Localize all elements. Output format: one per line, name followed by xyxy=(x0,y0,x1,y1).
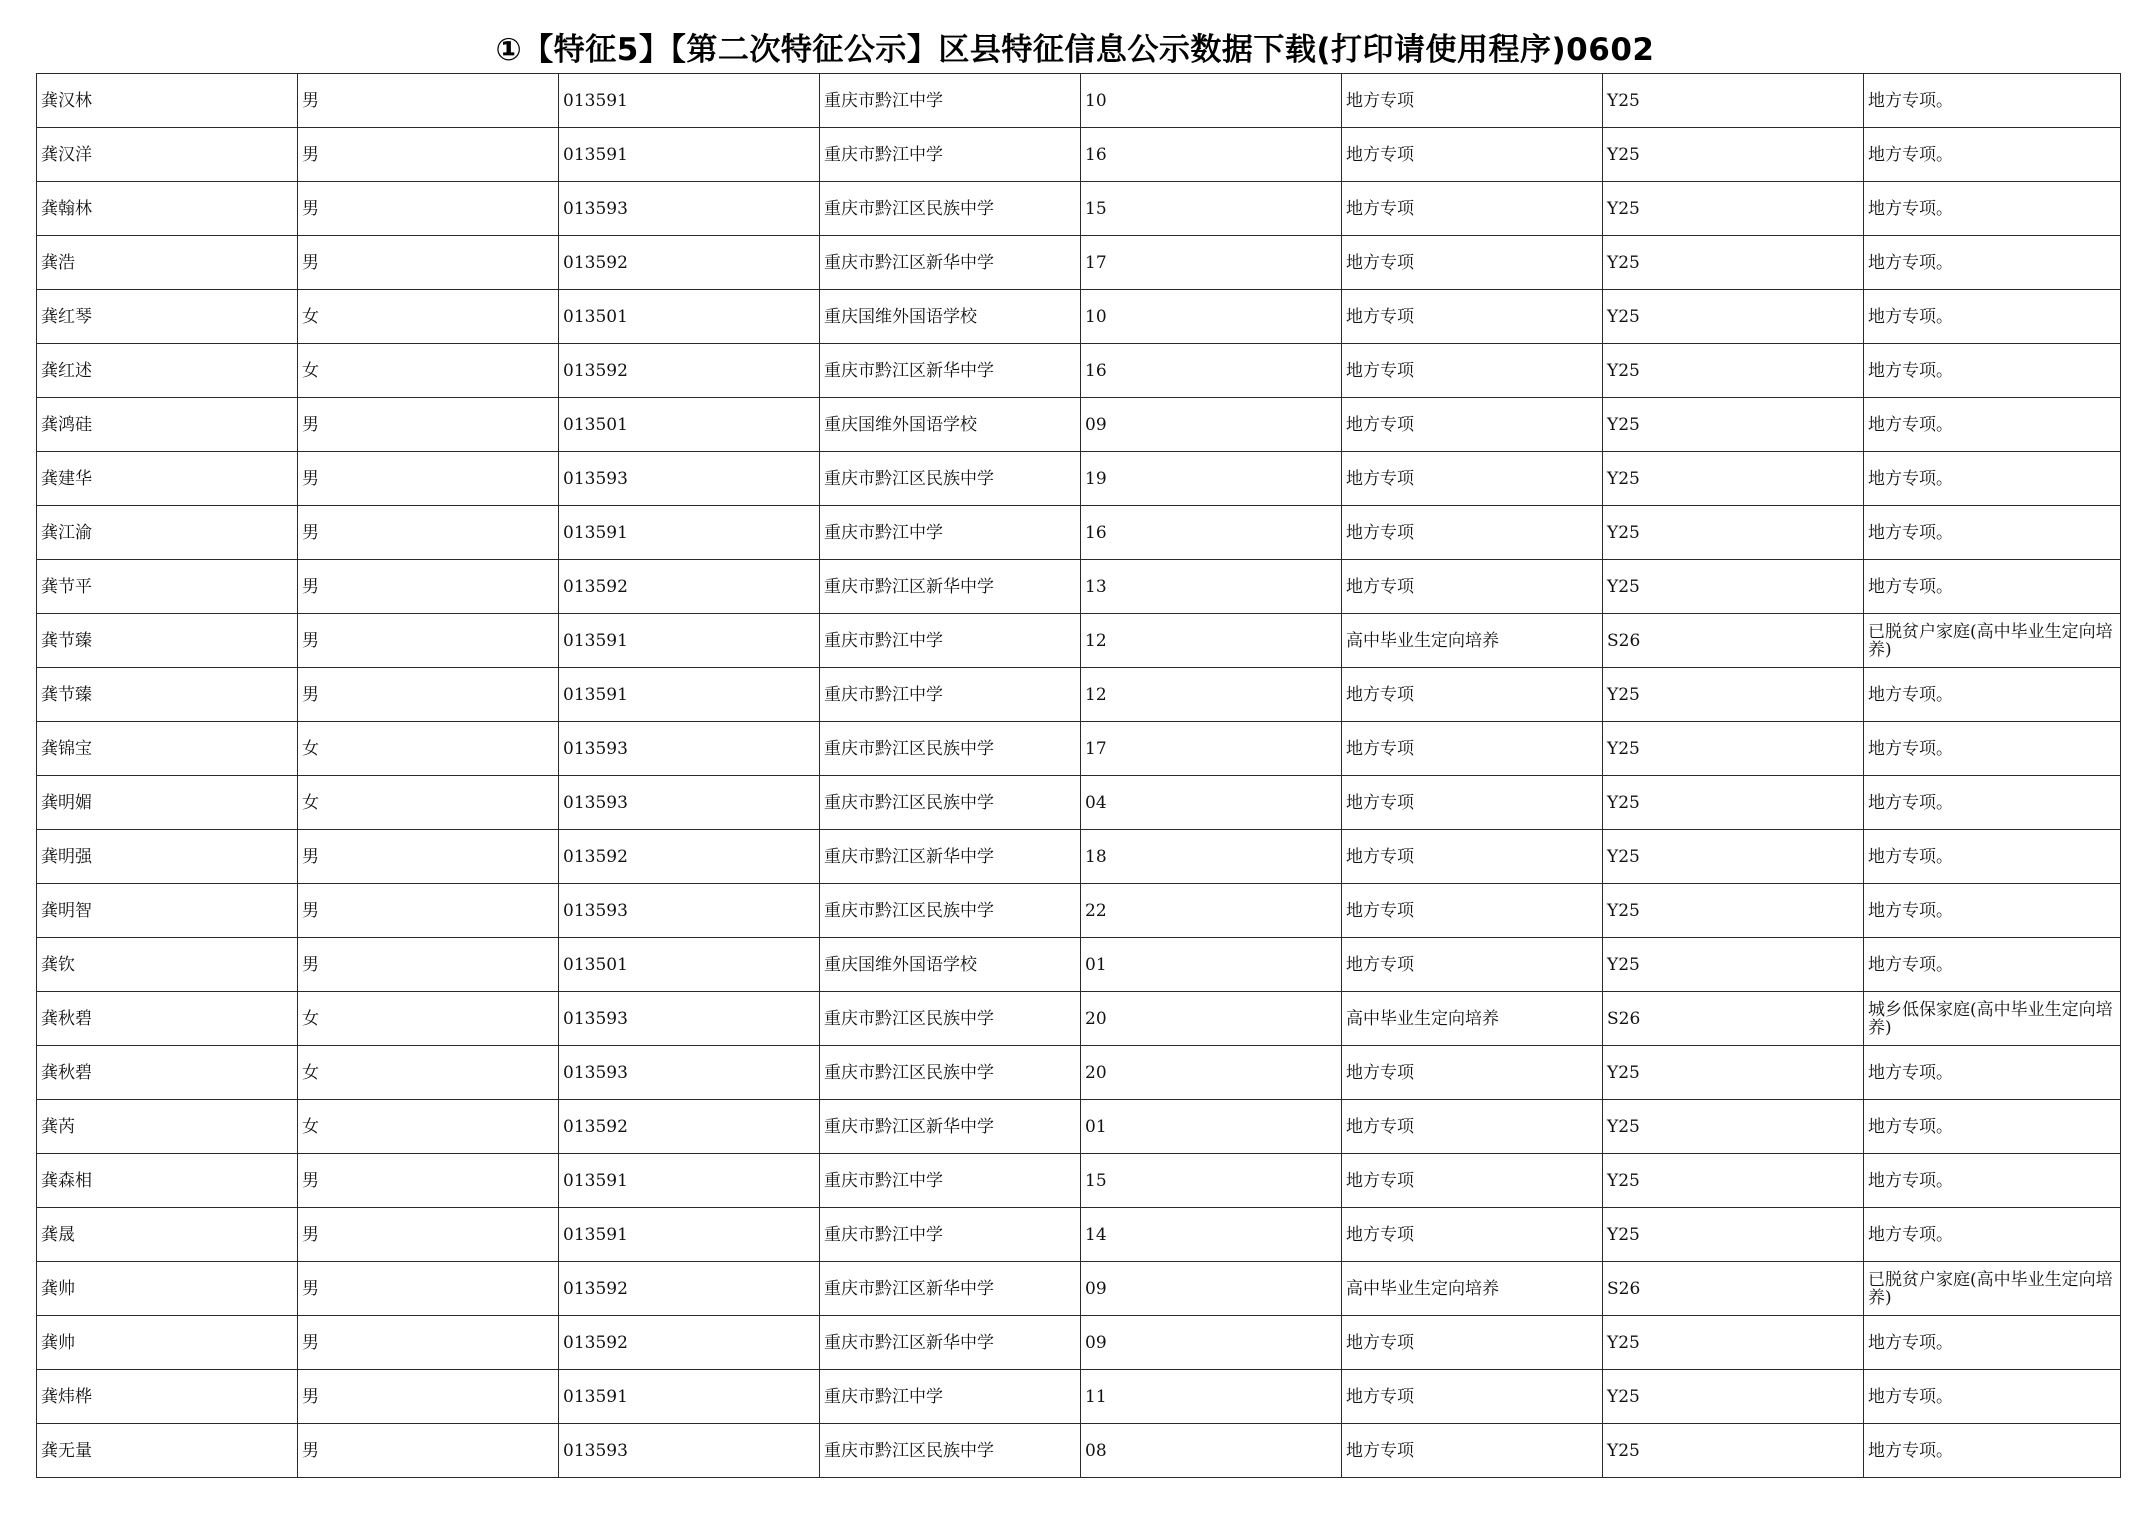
code-cell: 013592 xyxy=(559,1316,820,1370)
gender-cell: 女 xyxy=(298,1046,559,1100)
type-code-cell: Y25 xyxy=(1603,722,1864,776)
school-cell: 重庆国维外国语学校 xyxy=(820,290,1081,344)
table-row xyxy=(37,938,2121,992)
gender-cell: 男 xyxy=(298,1316,559,1370)
name-cell: 龚芮 xyxy=(37,1100,298,1154)
class-cell: 22 xyxy=(1081,884,1342,938)
class-cell: 15 xyxy=(1081,182,1342,236)
code-cell: 013591 xyxy=(559,1370,820,1424)
code-cell: 013593 xyxy=(559,182,820,236)
category-cell: 地方专项 xyxy=(1342,668,1603,722)
school-cell: 重庆市黔江区新华中学 xyxy=(820,830,1081,884)
table-row xyxy=(37,1100,2121,1154)
table-row xyxy=(37,614,2121,668)
remark-cell: 地方专项。 xyxy=(1864,1046,2121,1100)
class-cell: 01 xyxy=(1081,938,1342,992)
category-cell: 地方专项 xyxy=(1342,560,1603,614)
type-code-cell: Y25 xyxy=(1603,398,1864,452)
gender-cell: 男 xyxy=(298,236,559,290)
school-cell: 重庆市黔江区民族中学 xyxy=(820,452,1081,506)
name-cell: 龚钦 xyxy=(37,938,298,992)
code-cell: 013501 xyxy=(559,398,820,452)
code-cell: 013592 xyxy=(559,560,820,614)
class-cell: 20 xyxy=(1081,992,1342,1046)
code-cell: 013592 xyxy=(559,1262,820,1316)
name-cell: 龚翰林 xyxy=(37,182,298,236)
type-code-cell: S26 xyxy=(1603,614,1864,668)
category-cell: 地方专项 xyxy=(1342,1046,1603,1100)
remark-cell: 地方专项。 xyxy=(1864,776,2121,830)
category-cell: 地方专项 xyxy=(1342,74,1603,128)
class-cell: 09 xyxy=(1081,1262,1342,1316)
school-cell: 重庆市黔江中学 xyxy=(820,1154,1081,1208)
name-cell: 龚汉林 xyxy=(37,74,298,128)
name-cell: 龚锦宝 xyxy=(37,722,298,776)
category-cell: 地方专项 xyxy=(1342,1154,1603,1208)
code-cell: 013591 xyxy=(559,506,820,560)
type-code-cell: Y25 xyxy=(1603,776,1864,830)
gender-cell: 男 xyxy=(298,398,559,452)
table-row xyxy=(37,560,2121,614)
class-cell: 09 xyxy=(1081,398,1342,452)
name-cell: 龚森相 xyxy=(37,1154,298,1208)
type-code-cell: Y25 xyxy=(1603,290,1864,344)
school-cell: 重庆市黔江区民族中学 xyxy=(820,182,1081,236)
category-cell: 地方专项 xyxy=(1342,290,1603,344)
school-cell: 重庆国维外国语学校 xyxy=(820,398,1081,452)
remark-cell: 地方专项。 xyxy=(1864,1100,2121,1154)
remark-cell: 地方专项。 xyxy=(1864,1316,2121,1370)
gender-cell: 男 xyxy=(298,506,559,560)
class-cell: 08 xyxy=(1081,1424,1342,1478)
code-cell: 013592 xyxy=(559,1100,820,1154)
gender-cell: 男 xyxy=(298,1262,559,1316)
remark-cell: 已脱贫户家庭(高中毕业生定向培养) xyxy=(1864,1262,2121,1316)
school-cell: 重庆市黔江中学 xyxy=(820,1208,1081,1262)
school-cell: 重庆市黔江区民族中学 xyxy=(820,722,1081,776)
table-row xyxy=(37,992,2121,1046)
category-cell: 地方专项 xyxy=(1342,236,1603,290)
code-cell: 013591 xyxy=(559,128,820,182)
remark-cell: 地方专项。 xyxy=(1864,398,2121,452)
page-title: ①【特征5】【第二次特征公示】区县特征信息公示数据下载(打印请使用程序)0602 xyxy=(495,32,1655,68)
school-cell: 重庆市黔江区新华中学 xyxy=(820,1100,1081,1154)
remark-cell: 地方专项。 xyxy=(1864,668,2121,722)
code-cell: 013593 xyxy=(559,1046,820,1100)
table-row xyxy=(37,344,2121,398)
remark-cell: 地方专项。 xyxy=(1864,1154,2121,1208)
table-row xyxy=(37,506,2121,560)
name-cell: 龚秋碧 xyxy=(37,1046,298,1100)
name-cell: 龚无量 xyxy=(37,1424,298,1478)
school-cell: 重庆市黔江中学 xyxy=(820,74,1081,128)
school-cell: 重庆市黔江中学 xyxy=(820,1370,1081,1424)
name-cell: 龚晟 xyxy=(37,1208,298,1262)
category-cell: 高中毕业生定向培养 xyxy=(1342,992,1603,1046)
table-row xyxy=(37,236,2121,290)
class-cell: 10 xyxy=(1081,290,1342,344)
category-cell: 地方专项 xyxy=(1342,1208,1603,1262)
category-cell: 地方专项 xyxy=(1342,128,1603,182)
remark-cell: 城乡低保家庭(高中毕业生定向培养) xyxy=(1864,992,2121,1046)
name-cell: 龚明媚 xyxy=(37,776,298,830)
gender-cell: 女 xyxy=(298,344,559,398)
school-cell: 重庆国维外国语学校 xyxy=(820,938,1081,992)
gender-cell: 女 xyxy=(298,1100,559,1154)
gender-cell: 男 xyxy=(298,830,559,884)
code-cell: 013592 xyxy=(559,236,820,290)
type-code-cell: Y25 xyxy=(1603,1046,1864,1100)
class-cell: 16 xyxy=(1081,128,1342,182)
table-row xyxy=(37,452,2121,506)
name-cell: 龚帅 xyxy=(37,1316,298,1370)
remark-cell: 地方专项。 xyxy=(1864,128,2121,182)
category-cell: 地方专项 xyxy=(1342,398,1603,452)
remark-cell: 地方专项。 xyxy=(1864,182,2121,236)
school-cell: 重庆市黔江区新华中学 xyxy=(820,560,1081,614)
type-code-cell: S26 xyxy=(1603,992,1864,1046)
remark-cell: 地方专项。 xyxy=(1864,1208,2121,1262)
code-cell: 013592 xyxy=(559,344,820,398)
name-cell: 龚建华 xyxy=(37,452,298,506)
table-row xyxy=(37,1046,2121,1100)
table-row xyxy=(37,776,2121,830)
name-cell: 龚红琴 xyxy=(37,290,298,344)
gender-cell: 女 xyxy=(298,722,559,776)
class-cell: 10 xyxy=(1081,74,1342,128)
category-cell: 地方专项 xyxy=(1342,452,1603,506)
table-row xyxy=(37,182,2121,236)
gender-cell: 男 xyxy=(298,74,559,128)
school-cell: 重庆市黔江区新华中学 xyxy=(820,344,1081,398)
class-cell: 09 xyxy=(1081,1316,1342,1370)
name-cell: 龚节臻 xyxy=(37,614,298,668)
remark-cell: 地方专项。 xyxy=(1864,830,2121,884)
remark-cell: 地方专项。 xyxy=(1864,1370,2121,1424)
remark-cell: 地方专项。 xyxy=(1864,560,2121,614)
class-cell: 12 xyxy=(1081,668,1342,722)
type-code-cell: Y25 xyxy=(1603,560,1864,614)
remark-cell: 地方专项。 xyxy=(1864,938,2121,992)
remark-cell: 地方专项。 xyxy=(1864,1424,2121,1478)
gender-cell: 男 xyxy=(298,1424,559,1478)
remark-cell: 地方专项。 xyxy=(1864,74,2121,128)
name-cell: 龚帅 xyxy=(37,1262,298,1316)
gender-cell: 女 xyxy=(298,992,559,1046)
remark-cell: 地方专项。 xyxy=(1864,722,2121,776)
table-row xyxy=(37,1424,2121,1478)
code-cell: 013593 xyxy=(559,722,820,776)
type-code-cell: Y25 xyxy=(1603,1316,1864,1370)
category-cell: 地方专项 xyxy=(1342,884,1603,938)
type-code-cell: Y25 xyxy=(1603,1208,1864,1262)
school-cell: 重庆市黔江区新华中学 xyxy=(820,1316,1081,1370)
gender-cell: 男 xyxy=(298,182,559,236)
type-code-cell: Y25 xyxy=(1603,1424,1864,1478)
category-cell: 地方专项 xyxy=(1342,722,1603,776)
name-cell: 龚浩 xyxy=(37,236,298,290)
class-cell: 17 xyxy=(1081,722,1342,776)
category-cell: 地方专项 xyxy=(1342,1316,1603,1370)
type-code-cell: Y25 xyxy=(1603,830,1864,884)
remark-cell: 地方专项。 xyxy=(1864,236,2121,290)
remark-cell: 地方专项。 xyxy=(1864,290,2121,344)
type-code-cell: Y25 xyxy=(1603,74,1864,128)
school-cell: 重庆市黔江区民族中学 xyxy=(820,992,1081,1046)
code-cell: 013593 xyxy=(559,992,820,1046)
name-cell: 龚节平 xyxy=(37,560,298,614)
table-row xyxy=(37,1208,2121,1262)
school-cell: 重庆市黔江中学 xyxy=(820,506,1081,560)
gender-cell: 男 xyxy=(298,1370,559,1424)
code-cell: 013593 xyxy=(559,1424,820,1478)
type-code-cell: Y25 xyxy=(1603,236,1864,290)
code-cell: 013593 xyxy=(559,776,820,830)
table-row xyxy=(37,830,2121,884)
class-cell: 17 xyxy=(1081,236,1342,290)
table-row xyxy=(37,398,2121,452)
gender-cell: 女 xyxy=(298,776,559,830)
table-row xyxy=(37,290,2121,344)
class-cell: 16 xyxy=(1081,506,1342,560)
type-code-cell: Y25 xyxy=(1603,884,1864,938)
type-code-cell: Y25 xyxy=(1603,506,1864,560)
data-table xyxy=(36,73,2121,1478)
category-cell: 地方专项 xyxy=(1342,1100,1603,1154)
remark-cell: 已脱贫户家庭(高中毕业生定向培养) xyxy=(1864,614,2121,668)
class-cell: 04 xyxy=(1081,776,1342,830)
code-cell: 013591 xyxy=(559,1154,820,1208)
class-cell: 16 xyxy=(1081,344,1342,398)
remark-cell: 地方专项。 xyxy=(1864,506,2121,560)
type-code-cell: Y25 xyxy=(1603,182,1864,236)
type-code-cell: Y25 xyxy=(1603,668,1864,722)
class-cell: 14 xyxy=(1081,1208,1342,1262)
class-cell: 18 xyxy=(1081,830,1342,884)
gender-cell: 女 xyxy=(298,290,559,344)
code-cell: 013501 xyxy=(559,938,820,992)
code-cell: 013591 xyxy=(559,74,820,128)
code-cell: 013591 xyxy=(559,1208,820,1262)
class-cell: 19 xyxy=(1081,452,1342,506)
type-code-cell: Y25 xyxy=(1603,344,1864,398)
table-row xyxy=(37,128,2121,182)
remark-cell: 地方专项。 xyxy=(1864,884,2121,938)
name-cell: 龚汉洋 xyxy=(37,128,298,182)
type-code-cell: S26 xyxy=(1603,1262,1864,1316)
category-cell: 地方专项 xyxy=(1342,776,1603,830)
type-code-cell: Y25 xyxy=(1603,938,1864,992)
name-cell: 龚炜桦 xyxy=(37,1370,298,1424)
school-cell: 重庆市黔江中学 xyxy=(820,614,1081,668)
category-cell: 高中毕业生定向培养 xyxy=(1342,1262,1603,1316)
code-cell: 013593 xyxy=(559,452,820,506)
name-cell: 龚鸿硅 xyxy=(37,398,298,452)
table-row xyxy=(37,1262,2121,1316)
category-cell: 地方专项 xyxy=(1342,1370,1603,1424)
category-cell: 高中毕业生定向培养 xyxy=(1342,614,1603,668)
gender-cell: 男 xyxy=(298,1208,559,1262)
gender-cell: 男 xyxy=(298,938,559,992)
category-cell: 地方专项 xyxy=(1342,506,1603,560)
table-row xyxy=(37,722,2121,776)
table-row xyxy=(37,1370,2121,1424)
table-row xyxy=(37,884,2121,938)
remark-cell: 地方专项。 xyxy=(1864,344,2121,398)
gender-cell: 男 xyxy=(298,1154,559,1208)
category-cell: 地方专项 xyxy=(1342,830,1603,884)
gender-cell: 男 xyxy=(298,884,559,938)
table-body xyxy=(37,74,2121,1478)
category-cell: 地方专项 xyxy=(1342,344,1603,398)
school-cell: 重庆市黔江区新华中学 xyxy=(820,236,1081,290)
school-cell: 重庆市黔江区民族中学 xyxy=(820,884,1081,938)
class-cell: 11 xyxy=(1081,1370,1342,1424)
gender-cell: 男 xyxy=(298,452,559,506)
remark-cell: 地方专项。 xyxy=(1864,452,2121,506)
type-code-cell: Y25 xyxy=(1603,1154,1864,1208)
class-cell: 01 xyxy=(1081,1100,1342,1154)
code-cell: 013501 xyxy=(559,290,820,344)
type-code-cell: Y25 xyxy=(1603,128,1864,182)
type-code-cell: Y25 xyxy=(1603,1100,1864,1154)
school-cell: 重庆市黔江区新华中学 xyxy=(820,1262,1081,1316)
code-cell: 013592 xyxy=(559,830,820,884)
table-row xyxy=(37,74,2121,128)
name-cell: 龚明强 xyxy=(37,830,298,884)
school-cell: 重庆市黔江区民族中学 xyxy=(820,776,1081,830)
name-cell: 龚红述 xyxy=(37,344,298,398)
type-code-cell: Y25 xyxy=(1603,1370,1864,1424)
class-cell: 20 xyxy=(1081,1046,1342,1100)
school-cell: 重庆市黔江中学 xyxy=(820,668,1081,722)
name-cell: 龚明智 xyxy=(37,884,298,938)
code-cell: 013591 xyxy=(559,668,820,722)
type-code-cell: Y25 xyxy=(1603,452,1864,506)
name-cell: 龚江渝 xyxy=(37,506,298,560)
table-row xyxy=(37,668,2121,722)
table-row xyxy=(37,1316,2121,1370)
code-cell: 013593 xyxy=(559,884,820,938)
category-cell: 地方专项 xyxy=(1342,182,1603,236)
school-cell: 重庆市黔江中学 xyxy=(820,128,1081,182)
class-cell: 13 xyxy=(1081,560,1342,614)
school-cell: 重庆市黔江区民族中学 xyxy=(820,1046,1081,1100)
gender-cell: 男 xyxy=(298,560,559,614)
category-cell: 地方专项 xyxy=(1342,1424,1603,1478)
table-row xyxy=(37,1154,2121,1208)
gender-cell: 男 xyxy=(298,128,559,182)
gender-cell: 男 xyxy=(298,668,559,722)
name-cell: 龚节臻 xyxy=(37,668,298,722)
name-cell: 龚秋碧 xyxy=(37,992,298,1046)
class-cell: 12 xyxy=(1081,614,1342,668)
school-cell: 重庆市黔江区民族中学 xyxy=(820,1424,1081,1478)
class-cell: 15 xyxy=(1081,1154,1342,1208)
gender-cell: 男 xyxy=(298,614,559,668)
category-cell: 地方专项 xyxy=(1342,938,1603,992)
code-cell: 013591 xyxy=(559,614,820,668)
